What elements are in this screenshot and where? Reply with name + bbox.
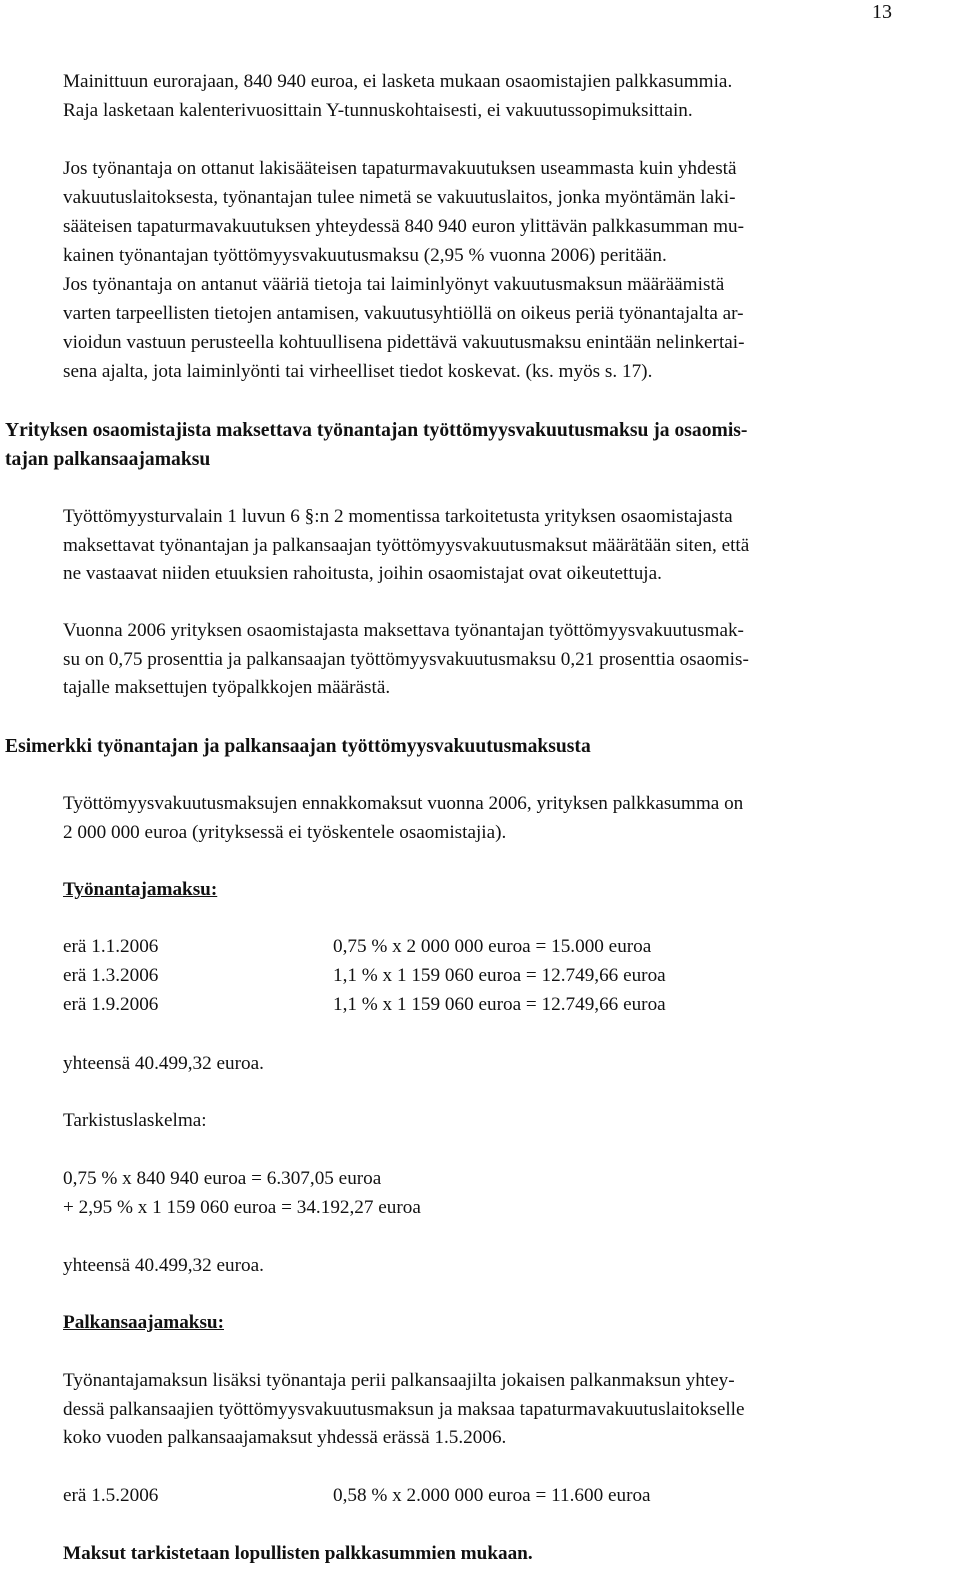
text-line: kainen työnantajan työttömyysvakuutusmaksu (2,95 % vuonna 2006) peritään. [63, 245, 667, 266]
text-line: maksettavat työnantajan ja palkansaajan työttömyysvakuutusmaksut määrätään siten, että [63, 534, 750, 556]
employee-fee-heading: Palkansaajamaksu: [63, 1312, 224, 1333]
page-number: 13 [872, 1, 892, 23]
text-line: dessä palkansaajien työttömyysvakuutusmaksun ja maksaa tapaturmavakuutuslaitokselle [63, 1398, 745, 1420]
paragraph-false-information [63, 270, 953, 386]
heading-line: tajan palkansaajamaksu [5, 448, 211, 470]
installment-calculation: 1,1 % x 1 159 060 euroa = 12.749,66 euroa [333, 965, 666, 986]
text-line: sääteisen tapaturmavakuutuksen yhteydessä 840 940 euron ylittävän palkkasumman mu- [63, 216, 744, 237]
paragraph-euro-limit [63, 68, 953, 125]
heading-line: Yrityksen osaomistajista maksettava työnantajan työttömyysvakuutusmaksu ja osaomis- [5, 420, 748, 441]
text-line: Työttömyysvakuutusmaksujen ennakkomaksut vuonna 2006, yrityksen palkkasumma on [63, 793, 744, 814]
section-heading-example: Esimerkki työnantajan ja palkansaajan työttömyysvakuutusmaksusta [5, 736, 591, 757]
text-line: 2 000 000 euroa (yrityksessä ei työskentele osaomistajia). [63, 821, 507, 843]
text-line: tajalle maksettujen työpalkkojen määrästä. [63, 677, 391, 698]
paragraph-2006-rates [63, 617, 953, 703]
installment-date: erä 1.5.2006 [63, 1485, 159, 1506]
employer-total: yhteensä 40.499,32 euroa. [63, 1053, 264, 1074]
text-line: sena ajalta, jota laiminlyönti tai virheelliset tiedot koskevat. (ks. myös s. 17). [63, 361, 653, 382]
installment-date: erä 1.1.2006 [63, 936, 159, 957]
paragraph-example-intro [63, 790, 953, 847]
final-note: Maksut tarkistetaan lopullisten palkkasummien mukaan. [63, 1543, 533, 1564]
check-calculation-line: 0,75 % x 840 940 euroa = 6.307,05 euroa [63, 1168, 382, 1189]
text-line: su on 0,75 prosenttia ja palkansaajan työttömyysvakuutusmaksu 0,21 prosenttia osaomis- [63, 648, 749, 670]
text-line: varten tarpeellisten tietojen antamisen, vakuutusyhtiöllä on oikeus periä työnantajalta ar- [63, 303, 744, 324]
installment-calculation: 0,58 % x 2.000 000 euroa = 11.600 euroa [333, 1485, 651, 1506]
check-calculation-heading: Tarkistuslaskelma: [63, 1110, 207, 1131]
text-line: Mainittuun eurorajaan, 840 940 euroa, ei lasketa mukaan osaomistajien palkkasummia. [63, 71, 733, 92]
text-line: Vuonna 2006 yrityksen osaomistajasta maksettava työnantajan työttömyysvakuutusmak- [63, 620, 744, 641]
text-line: Työnantajamaksun lisäksi työnantaja perii palkansaajilta jokaisen palkanmaksun yhtey- [63, 1370, 735, 1391]
text-line: Raja lasketaan kalenterivuosittain Y-tunnuskohtaisesti, ei vakuutussopimuksittain. [63, 99, 693, 121]
paragraph-employee-fee [63, 1367, 953, 1453]
installment-date: erä 1.3.2006 [63, 965, 159, 986]
text-line: vioidun vastuun perusteella kohtuullisena pidettävä vakuutusmaksu enintään nelinkertai- [63, 332, 745, 353]
paragraph-multiple-insurers [63, 154, 953, 270]
text-line: ne vastaavat niiden etuuksien rahoitusta, joihin osaomistajat ovat oikeutettuja. [63, 563, 662, 584]
text-line: Jos työnantaja on ottanut lakisääteisen tapaturmavakuutuksen useammasta kuin yhdestä [63, 158, 737, 179]
installment-date: erä 1.9.2006 [63, 994, 159, 1015]
text-line: koko vuoden palkansaajamaksut yhdessä erässä 1.5.2006. [63, 1427, 507, 1448]
paragraph-law-reference [63, 503, 953, 589]
text-line: Jos työnantaja on antanut vääriä tietoja tai laiminlyönyt vakuutusmaksun määräämistä [63, 274, 725, 295]
check-calculation-line: + 2,95 % x 1 159 060 euroa = 34.192,27 euroa [63, 1197, 421, 1218]
installment-calculation: 1,1 % x 1 159 060 euroa = 12.749,66 euroa [333, 994, 666, 1015]
employer-fee-heading: Työnantajamaksu: [63, 879, 218, 900]
check-total: yhteensä 40.499,32 euroa. [63, 1255, 264, 1276]
text-line: Työttömyysturvalain 1 luvun 6 §:n 2 momentissa tarkoitetusta yrityksen osaomistajasta [63, 506, 733, 527]
installment-calculation: 0,75 % x 2 000 000 euroa = 15.000 euroa [333, 936, 652, 957]
section-heading-part-owners [5, 417, 955, 474]
text-line: vakuutuslaitoksesta, työnantajan tulee nimetä se vakuutuslaitos, jonka myöntämän laki- [63, 187, 736, 208]
